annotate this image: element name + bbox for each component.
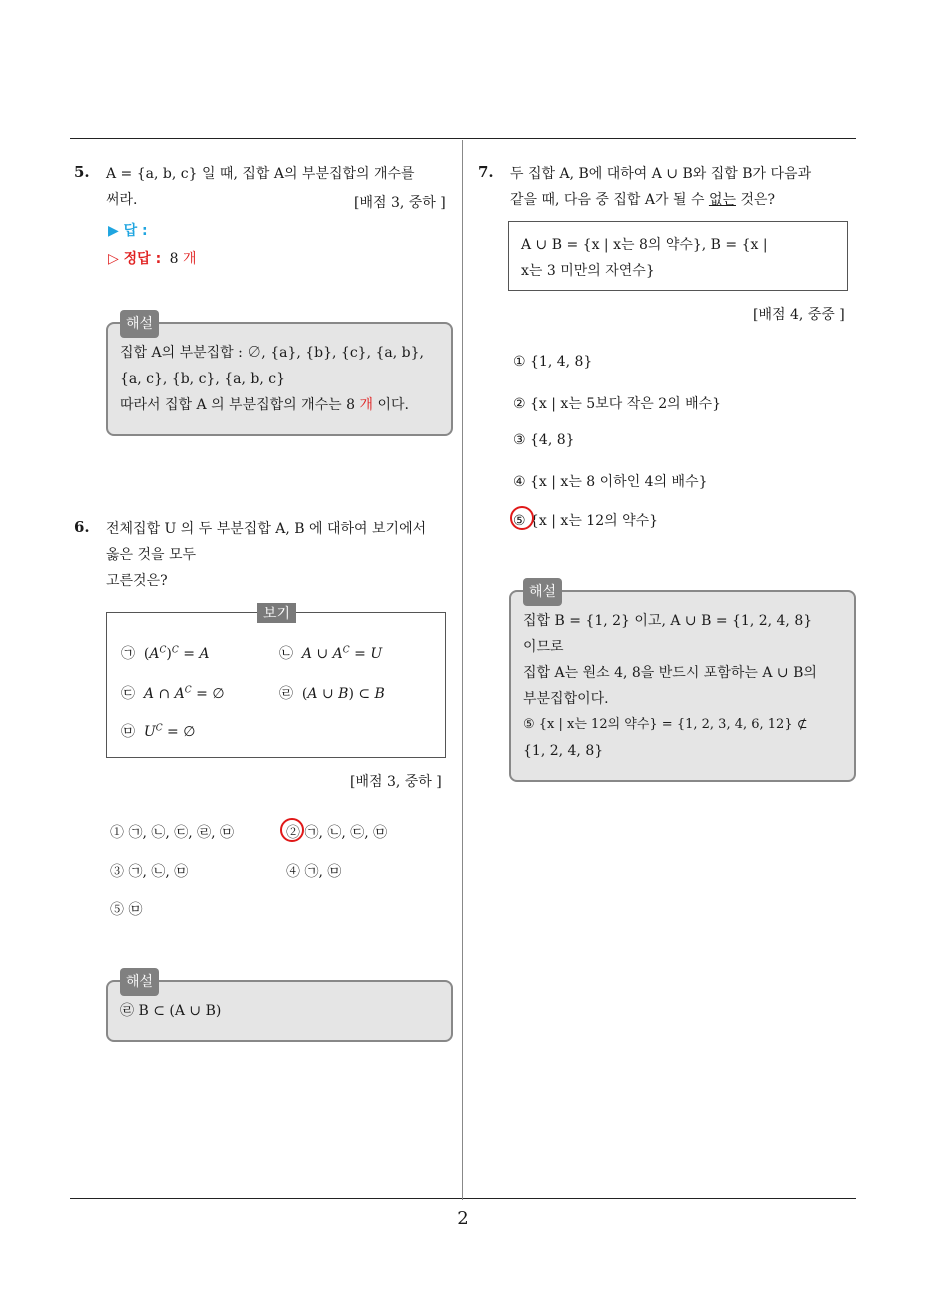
q5-explain-line3-red: 개 xyxy=(359,397,374,413)
q7-cond-line2: x는 3 미만의 자연수} xyxy=(521,263,655,279)
q5-explain-line3 xyxy=(120,392,439,418)
q7-text-line2-post: 것은? xyxy=(736,192,776,208)
q7-explain-line2: 이므로 xyxy=(523,639,564,655)
q5-number: 5. xyxy=(74,163,90,181)
q5-score: [배점 3, 중하 ] xyxy=(354,195,446,211)
q6-explanation-tag: 해설 xyxy=(120,968,159,996)
q7-condition-box xyxy=(508,221,848,291)
top-rule xyxy=(70,138,856,139)
q7-choice-2[interactable]: ② {x | x는 5보다 작은 2의 배수} xyxy=(513,396,722,412)
q5-answer-label: ▶ 답 : xyxy=(108,223,148,239)
q5-key-unit: 개 xyxy=(183,251,197,267)
q5-text-line2: 써라. xyxy=(106,192,138,208)
q7-choice-4[interactable]: ④ {x | x는 8 이하인 4의 배수} xyxy=(513,474,708,490)
q7-explain-line4: 부분집합이다. xyxy=(523,691,609,707)
q5-explain-line3-pre: 따라서 집합 A 의 부분집합의 개수는 8 xyxy=(120,397,356,413)
q7-cond-line1: A ∪ B = {x | x는 8의 약수}, B = {x | xyxy=(521,237,768,253)
q6-text-line2: 옳은 것을 모두 xyxy=(106,547,197,563)
q5-explain-line2: {a, c}, {b, c}, {a, b, c} xyxy=(120,371,285,387)
q7-explanation-tag: 해설 xyxy=(523,578,562,606)
q6-text-line1: 전체집합 U 의 두 부분집합 A, B 에 대하여 보기에서 xyxy=(106,521,427,537)
page-number: 2 xyxy=(457,1208,469,1229)
q7-choice-5[interactable]: ⑤ {x | x는 12의 약수} xyxy=(513,513,659,529)
q6-choice-5[interactable]: ⑤ ㉤ xyxy=(110,902,143,918)
q6-bogi-tag: 보기 xyxy=(257,603,296,623)
q7-choice-1[interactable]: ① {1, 4, 8} xyxy=(513,354,593,370)
q6-choice-4[interactable]: ④ ㉠, ㉤ xyxy=(286,864,342,880)
q7-selected-circle xyxy=(510,506,534,530)
column-divider xyxy=(462,140,463,1200)
q7-explain-line5: ⑤ {x | x는 12의 약수} = {1, 2, 3, 4, 6, 12} ⊄ xyxy=(523,717,808,732)
q5-explanation-box xyxy=(106,316,453,436)
bottom-rule xyxy=(70,1198,856,1199)
q7-score: [배점 4, 중중 ] xyxy=(753,307,845,323)
q6-text-line3: 고른것은? xyxy=(106,573,168,589)
q7-text-line2-pre: 같을 때, 다음 중 집합 A가 될 수 xyxy=(510,192,709,208)
q6-number: 6. xyxy=(74,518,90,536)
q6-bogi-item-4: ㉣ (A ∪ B) ⊂ B xyxy=(279,686,385,702)
q5-explain-line1: 집합 A의 부분집합 : ∅, {a}, {b}, {c}, {a, b}, xyxy=(120,345,424,361)
q6-bogi-item-2: ㉡ A ∪ $A^C = U$ xyxy=(279,645,383,662)
q5-explain-line3-post: 이다. xyxy=(377,397,409,413)
q7-explanation-box xyxy=(509,584,856,782)
q6-score: [배점 3, 중하 ] xyxy=(350,774,442,790)
q6-choice-3[interactable]: ③ ㉠, ㉡, ㉤ xyxy=(110,864,189,880)
q5-key-value: 8 xyxy=(169,251,179,267)
q5-text-line1: A = {a, b, c} 일 때, 집합 A의 부분집합의 개수를 xyxy=(106,166,415,182)
q6-selected-circle xyxy=(280,818,304,842)
q6-choice-2[interactable]: ② ㉠, ㉡, ㉢, ㉤ xyxy=(286,825,388,841)
q7-explain-line6: {1, 2, 4, 8} xyxy=(523,743,604,759)
q6-explanation-box xyxy=(106,974,453,1042)
q5-answer-key xyxy=(108,248,197,268)
q7-choice-3[interactable]: ③ {4, 8} xyxy=(513,432,575,448)
q7-number: 7. xyxy=(478,163,494,181)
q6-choice-1[interactable]: ① ㉠, ㉡, ㉢, ㉣, ㉤ xyxy=(110,825,235,841)
q6-explain-line1: ㉣ B ⊂ (A ∪ B) xyxy=(120,1003,222,1019)
q6-bogi-item-1: ㉠ $(A^C)^C = A$ xyxy=(121,645,210,662)
q7-explain-line3: 집합 A는 원소 4, 8을 반드시 포함하는 A ∪ B의 xyxy=(523,665,817,681)
q6-bogi-item-3: ㉢ A ∩ $A^C$ = ∅ xyxy=(121,685,225,702)
q7-explain-line1: 집합 B = {1, 2} 이고, A ∪ B = {1, 2, 4, 8} xyxy=(523,613,813,629)
q5-explanation-tag: 해설 xyxy=(120,310,159,338)
q6-bogi-item-5: ㉤ $U^C$ = ∅ xyxy=(121,723,196,740)
q5-key-label: ▷ 정답 : xyxy=(108,251,162,267)
q7-text-line2 xyxy=(510,187,775,213)
q6-bogi-box xyxy=(106,606,446,758)
q7-text-line2-underline: 없는 xyxy=(708,192,736,208)
q7-text-line1: 두 집합 A, B에 대하여 A ∪ B와 집합 B가 다음과 xyxy=(510,166,812,182)
